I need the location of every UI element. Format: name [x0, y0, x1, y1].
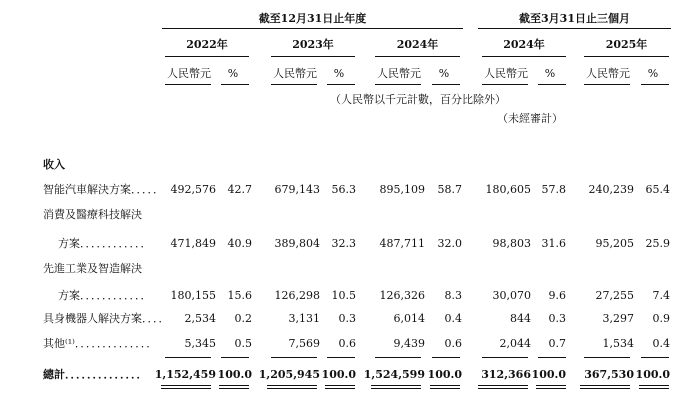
currency-label-rule — [482, 84, 528, 85]
period-header: 2024年 — [396, 38, 439, 51]
row-pct-value: 7.4 — [652, 289, 670, 302]
row-pct-value: 0.4 — [652, 337, 670, 350]
total-double-rule — [478, 388, 528, 389]
audit-note: （未經審計） — [497, 112, 563, 125]
total-top-rule — [375, 357, 421, 358]
row-amount-value: 30,070 — [492, 289, 531, 302]
row-amount-value: 3,131 — [288, 312, 320, 325]
unit-note: （人民幣以千元計數，百分比除外） — [330, 93, 506, 106]
row-pct-value: 57.8 — [541, 183, 566, 196]
pct-label-rule — [538, 84, 566, 85]
row-pct-value: 0.2 — [234, 312, 252, 325]
total-amount-value: 1,152,459 — [154, 368, 216, 381]
total-double-rule — [219, 388, 249, 389]
total-double-rule — [371, 385, 421, 386]
row-label: 消費及醫療科技解決 — [43, 208, 142, 221]
total-top-rule — [482, 357, 528, 358]
row-label: 方案．．．．．．．．．．．． — [58, 289, 152, 302]
total-double-rule — [371, 388, 421, 389]
row-pct-value: 0.3 — [338, 312, 356, 325]
row-pct-value: 0.3 — [548, 312, 566, 325]
row-label: 智能汽車解決方案．．．．． — [43, 183, 164, 196]
row-amount-value: 9,439 — [393, 337, 425, 350]
pct-label-rule — [641, 84, 669, 85]
total-top-rule — [271, 357, 317, 358]
pct-label-rule — [221, 84, 249, 85]
total-amount-value: 1,205,945 — [258, 368, 320, 381]
period-header-rule — [271, 56, 355, 57]
header-group-year-rule — [162, 28, 463, 29]
pct-label: % — [544, 67, 556, 80]
period-header-rule — [482, 56, 566, 57]
row-pct-value: 0.4 — [444, 312, 462, 325]
section-title: 收入 — [43, 158, 65, 171]
total-double-rule — [267, 385, 317, 386]
header-group-year: 截至12月31日止年度 — [258, 12, 367, 25]
row-pct-value: 58.7 — [437, 183, 462, 196]
total-amount-value: 1,524,599 — [363, 368, 425, 381]
pct-label-rule — [432, 84, 460, 85]
total-pct-value: 100.0 — [531, 368, 566, 381]
pct-label: % — [227, 67, 239, 80]
row-amount-value: 180,605 — [485, 183, 531, 196]
row-amount-value: 126,298 — [274, 289, 320, 302]
period-header-rule — [165, 56, 249, 57]
row-amount-value: 7,569 — [288, 337, 320, 350]
row-pct-value: 32.0 — [437, 237, 462, 250]
total-top-rule — [327, 357, 355, 358]
pct-label: % — [438, 67, 450, 80]
total-top-rule — [641, 357, 669, 358]
row-label: 其他⁽¹⁾．．．．．．．．．．．．．． — [43, 337, 158, 350]
row-pct-value: 31.6 — [541, 237, 566, 250]
header-group-quarter: 截至3月31日止三個月 — [519, 12, 630, 25]
pct-label-rule — [327, 84, 355, 85]
row-amount-value: 2,534 — [184, 312, 216, 325]
row-amount-value: 6,014 — [393, 312, 425, 325]
header-group-quarter-rule — [478, 28, 671, 29]
row-label: 先進工業及智造解決 — [43, 262, 142, 275]
total-double-rule — [161, 385, 211, 386]
row-pct-value: 56.3 — [331, 183, 356, 196]
row-amount-value: 679,143 — [274, 183, 320, 196]
row-pct-value: 9.6 — [548, 289, 566, 302]
pct-label: % — [333, 67, 345, 80]
currency-label-rule — [584, 84, 630, 85]
row-amount-value: 126,326 — [379, 289, 425, 302]
total-double-rule — [536, 388, 566, 389]
period-header-rule — [584, 56, 669, 57]
total-label: 總計．．．．．．．．．．．．．． — [43, 368, 148, 381]
row-pct-value: 65.4 — [645, 183, 670, 196]
row-amount-value: 844 — [510, 312, 531, 325]
total-double-rule — [161, 388, 211, 389]
total-double-rule — [639, 388, 669, 389]
currency-label-rule — [165, 84, 211, 85]
total-double-rule — [430, 388, 460, 389]
currency-label: 人民幣元 — [484, 67, 528, 80]
row-amount-value: 492,576 — [170, 183, 216, 196]
total-pct-value: 100.0 — [321, 368, 356, 381]
row-amount-value: 95,205 — [595, 237, 634, 250]
total-top-rule — [584, 357, 630, 358]
total-double-rule — [325, 388, 355, 389]
row-amount-value: 487,711 — [379, 237, 425, 250]
row-amount-value: 180,155 — [170, 289, 216, 302]
total-double-rule — [580, 388, 630, 389]
row-amount-value: 27,255 — [595, 289, 634, 302]
row-amount-value: 2,044 — [499, 337, 531, 350]
period-header: 2022年 — [186, 38, 228, 51]
total-double-rule — [325, 385, 355, 386]
total-top-rule — [538, 357, 566, 358]
total-top-rule — [221, 357, 249, 358]
row-amount-value: 1,534 — [602, 337, 634, 350]
row-amount-value: 3,297 — [602, 312, 634, 325]
total-double-rule — [580, 385, 630, 386]
currency-label-rule — [375, 84, 421, 85]
row-label: 具身機器人解決方案．．．． — [43, 312, 170, 325]
period-header: 2025年 — [605, 38, 648, 51]
currency-label: 人民幣元 — [377, 67, 421, 80]
total-double-rule — [639, 385, 669, 386]
row-pct-value: 25.9 — [645, 237, 670, 250]
period-header: 2024年 — [503, 38, 545, 51]
row-pct-value: 8.3 — [444, 289, 462, 302]
row-pct-value: 42.7 — [227, 183, 252, 196]
total-double-rule — [536, 385, 566, 386]
currency-label-rule — [271, 84, 317, 85]
total-top-rule — [165, 357, 211, 358]
row-pct-value: 15.6 — [227, 289, 252, 302]
currency-label: 人民幣元 — [273, 67, 317, 80]
total-pct-value: 100.0 — [427, 368, 462, 381]
row-pct-value: 32.3 — [331, 237, 356, 250]
row-amount-value: 98,803 — [492, 237, 531, 250]
row-amount-value: 5,345 — [184, 337, 216, 350]
row-pct-value: 0.9 — [652, 312, 670, 325]
pct-label: % — [647, 67, 659, 80]
total-amount-value: 312,366 — [481, 368, 531, 381]
row-pct-value: 40.9 — [227, 237, 252, 250]
total-double-rule — [430, 385, 460, 386]
total-pct-value: 100.0 — [635, 368, 670, 381]
total-double-rule — [219, 385, 249, 386]
total-amount-value: 367,530 — [584, 368, 634, 381]
period-header: 2023年 — [292, 38, 334, 51]
row-amount-value: 240,239 — [588, 183, 634, 196]
row-amount-value: 471,849 — [170, 237, 216, 250]
total-double-rule — [267, 388, 317, 389]
total-pct-value: 100.0 — [217, 368, 252, 381]
row-pct-value: 0.6 — [338, 337, 356, 350]
currency-label: 人民幣元 — [167, 67, 211, 80]
currency-label: 人民幣元 — [586, 67, 630, 80]
row-pct-value: 0.7 — [548, 337, 566, 350]
row-label: 方案．．．．．．．．．．．． — [58, 237, 152, 250]
total-double-rule — [478, 385, 528, 386]
row-pct-value: 10.5 — [331, 289, 356, 302]
row-amount-value: 389,804 — [274, 237, 320, 250]
period-header-rule — [375, 56, 460, 57]
total-top-rule — [432, 357, 460, 358]
row-pct-value: 0.5 — [234, 337, 252, 350]
row-pct-value: 0.6 — [444, 337, 462, 350]
row-amount-value: 895,109 — [379, 183, 425, 196]
